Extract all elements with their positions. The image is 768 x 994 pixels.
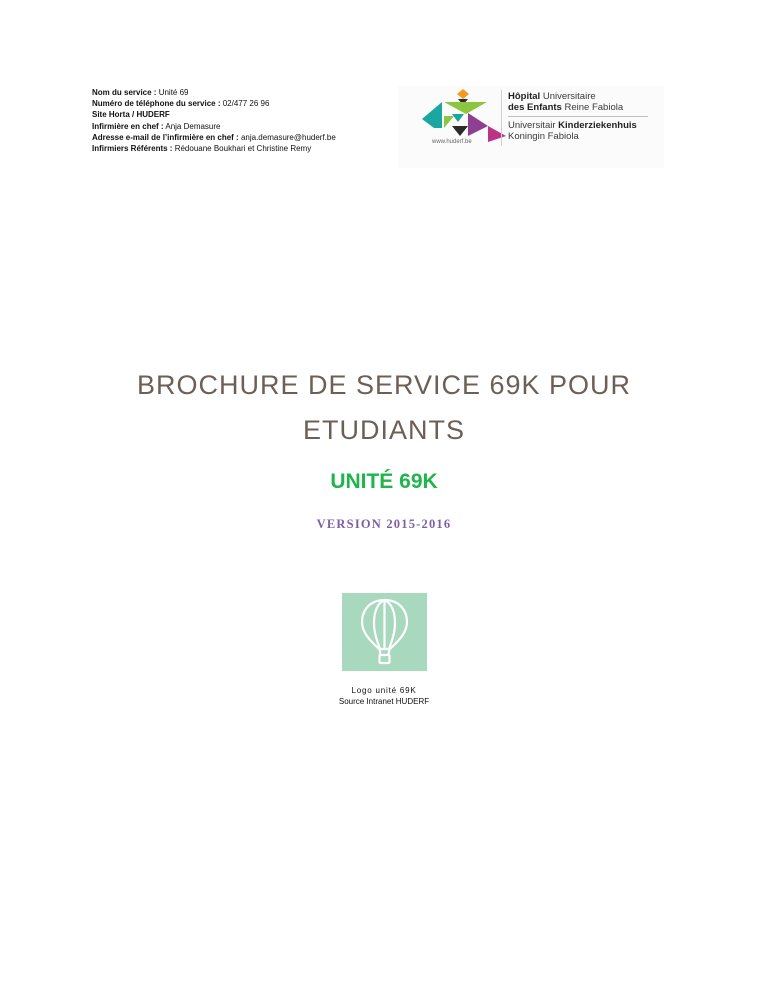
logo-shape-orange-square — [457, 89, 469, 99]
logo-caption — [0, 685, 768, 707]
service-name-label: Nom du service : — [92, 88, 157, 97]
service-name-line — [92, 87, 412, 98]
hospital-name-nl-line2: Koningin Fabiola — [508, 131, 579, 142]
hospital-tangram-logo-icon — [408, 86, 508, 158]
hospital-name-nl-line1: Universitair Kinderziekenhuis — [508, 120, 637, 131]
balloon-envelope-inner-right — [385, 600, 396, 649]
logo-shape-teal-small — [452, 114, 464, 122]
hospital-name-fr-line2: des Enfants Reine Fabiola — [508, 102, 624, 113]
balloon-envelope-inner-left — [374, 600, 385, 649]
version-subtitle: VERSION 2015-2016 — [316, 517, 452, 531]
document-title-line2: ETUDIANTS — [302, 415, 465, 445]
logo-shape-dark-base — [452, 126, 468, 136]
head-nurse-email-line — [92, 132, 412, 143]
service-phone-label: Numéro de téléphone du service : — [92, 99, 221, 109]
head-nurse-value: Anja Demasure — [165, 121, 221, 131]
hospital-website-text: www.huderf.be — [432, 139, 472, 145]
head-nurse-label: Infirmière en chef : — [92, 121, 164, 131]
balloon-basket — [380, 655, 390, 663]
logo-shape-teal-left — [422, 102, 442, 128]
logo-divider — [501, 90, 502, 146]
service-site-label: Site Horta / HUDERF — [92, 110, 170, 120]
hospital-name-rule — [508, 116, 648, 117]
service-site-line — [92, 109, 412, 120]
hospital-name-fr-line1: Hôpital Universitaire — [508, 91, 596, 102]
head-nurse-email-label: Adresse e-mail de l’infirmière en chef : — [92, 132, 239, 142]
service-info-block — [92, 87, 412, 154]
logo-shape-purple — [468, 113, 488, 136]
service-phone-value: 02/477 26 96 — [222, 99, 270, 109]
logo-caption-source: Source Intranet HUDERF — [338, 697, 430, 706]
logo-caption-title: Logo unité 69K — [351, 686, 417, 695]
logo-shape-green-top — [444, 102, 487, 114]
referent-nurses-label: Infirmiers Référents : — [92, 144, 173, 154]
logo-shape-magenta — [488, 126, 506, 142]
document-title — [0, 363, 768, 453]
hot-air-balloon-icon — [342, 593, 427, 671]
unit-logo — [342, 593, 427, 671]
referent-nurses-line — [92, 143, 412, 154]
service-phone-line — [92, 98, 412, 109]
hospital-name-text — [508, 91, 648, 142]
hospital-logo — [398, 86, 664, 168]
unit-subtitle: UNITÉ 69K — [330, 470, 438, 493]
service-name-value: Unité 69 — [158, 88, 189, 97]
head-nurse-email-value: anja.demasure@huderf.be — [240, 132, 336, 142]
document-title-line1: BROCHURE DE SERVICE 69K POUR — [136, 370, 632, 400]
head-nurse-line — [92, 121, 412, 132]
referent-nurses-value: Rédouane Boukhari et Christine Remy — [174, 144, 312, 154]
